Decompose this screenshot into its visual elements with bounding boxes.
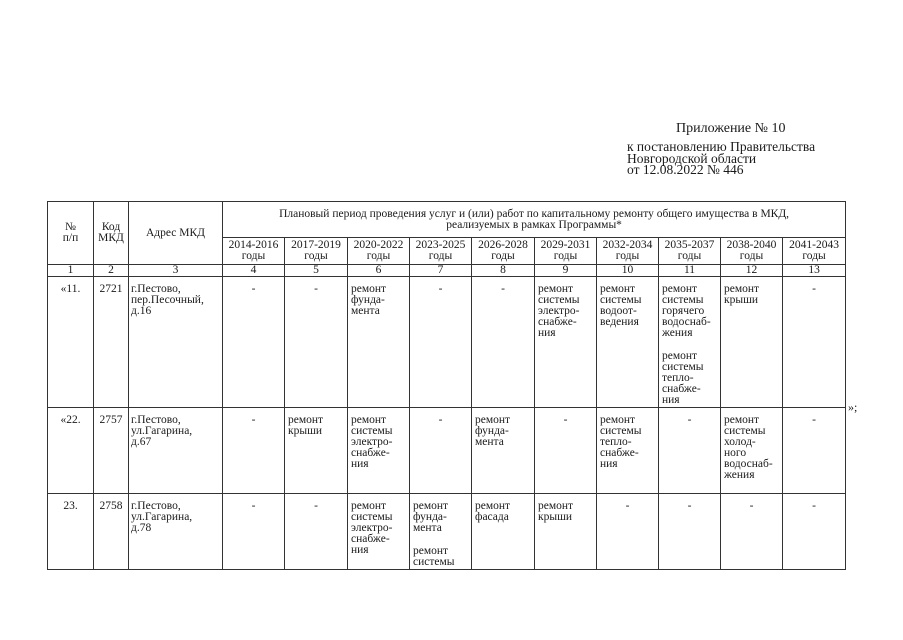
no-work-dash: - <box>501 283 505 295</box>
repair-work-text: ремонт крыши <box>288 414 324 437</box>
repair-work-cell <box>597 494 659 570</box>
repair-work-cell <box>223 408 285 494</box>
no-work-dash: - <box>812 283 816 295</box>
repair-work-text: ремонт системы тепло- снабже- ния <box>600 414 642 470</box>
building-code: 2721 <box>94 277 129 408</box>
column-index: 6 <box>348 265 410 277</box>
column-index: 4 <box>223 265 285 277</box>
appendix-title: Приложение № 10 <box>676 121 786 136</box>
column-index: 7 <box>410 265 472 277</box>
building-address: г.Пестово, ул.Гагарина, д.67 <box>129 408 223 494</box>
repair-work-text: ремонт крыши <box>724 283 760 306</box>
repair-work-text: ремонт системы горячего водоснаб- жения <box>662 283 711 339</box>
building-address: г.Пестово, ул.Гагарина, д.78 <box>129 494 223 570</box>
period-header: 2023-2025 годы <box>410 238 472 265</box>
no-work-dash: - <box>563 414 568 426</box>
no-work-dash: - <box>812 414 816 426</box>
column-index: 12 <box>721 265 783 277</box>
period-header: 2020-2022 годы <box>348 238 410 265</box>
row-number: «22. <box>48 408 94 494</box>
repair-work-cell <box>597 277 659 408</box>
repair-work-cell <box>285 277 348 408</box>
no-work-dash: - <box>314 283 318 295</box>
repair-work-text: ремонт фунда- мента <box>475 414 511 448</box>
repair-work-text: ремонт системы электро- снабже- ния <box>538 283 580 339</box>
header-period: Плановый период проведения услуг и (или) работ по капитальному ремонту общего имущества в МКД, реализуемых в рамках Программы* <box>223 202 846 238</box>
column-index: 1 <box>48 265 94 277</box>
column-index: 10 <box>597 265 659 277</box>
repair-work-cell <box>348 277 410 408</box>
repair-work-cell <box>783 494 846 570</box>
no-work-dash: - <box>251 500 256 512</box>
column-index: 3 <box>129 265 223 277</box>
building-code: 2758 <box>94 494 129 570</box>
repair-work-cell <box>783 408 846 494</box>
repair-work-cell <box>659 277 721 408</box>
repair-work-cell <box>348 494 410 570</box>
repair-work-text: ремонт крыши <box>538 500 574 523</box>
header-num: № п/п <box>48 202 94 265</box>
repair-work-cell <box>410 408 472 494</box>
column-index: 11 <box>659 265 721 277</box>
repair-work-cell <box>285 408 348 494</box>
row-number: «11. <box>48 277 94 408</box>
building-code: 2757 <box>94 408 129 494</box>
repair-work-cell <box>348 408 410 494</box>
column-index: 9 <box>535 265 597 277</box>
repair-work-text: ремонт фасада <box>475 500 511 523</box>
building-address: г.Пестово, пер.Песочный, д.16 <box>129 277 223 408</box>
repair-work-text: ремонт системы <box>413 545 455 568</box>
table-row <box>48 277 846 408</box>
repair-work-cell <box>472 277 535 408</box>
decree-line: от 12.08.2022 № 446 <box>627 162 744 177</box>
period-header: 2041-2043 годы <box>783 238 846 265</box>
repair-work-text: ремонт системы электро- снабже- ния <box>351 414 393 470</box>
no-work-dash: - <box>687 414 692 426</box>
repair-work-cell <box>285 494 348 570</box>
period-header: 2017-2019 годы <box>285 238 348 265</box>
period-header: 2035-2037 годы <box>659 238 721 265</box>
no-work-dash: - <box>251 283 256 295</box>
no-work-dash: - <box>749 500 754 512</box>
header-code: Код МКД <box>94 202 129 265</box>
period-header: 2014-2016 годы <box>223 238 285 265</box>
repair-work-cell <box>223 494 285 570</box>
repair-work-text: ремонт системы водоот- ведения <box>600 283 642 328</box>
repair-work-cell <box>659 494 721 570</box>
period-header: 2032-2034 годы <box>597 238 659 265</box>
repair-work-text: ремонт системы тепло- снабже- ния <box>662 350 704 406</box>
repair-work-cell <box>783 277 846 408</box>
decree-line: к постановлению Правительства <box>627 139 816 154</box>
table-row <box>48 494 846 570</box>
period-header: 2038-2040 годы <box>721 238 783 265</box>
repair-work-text: ремонт системы электро- снабже- ния <box>351 500 393 556</box>
no-work-dash: - <box>438 283 443 295</box>
decree-reference <box>627 141 815 176</box>
no-work-dash: - <box>314 500 318 512</box>
row-end-mark: »; <box>848 400 858 414</box>
column-index: 5 <box>285 265 348 277</box>
repair-work-cell <box>659 408 721 494</box>
table-row <box>48 408 846 494</box>
repair-work-cell <box>535 494 597 570</box>
repair-work-cell <box>721 408 783 494</box>
repair-work-cell <box>721 494 783 570</box>
repair-work-cell <box>410 494 472 570</box>
repair-work-cell <box>597 408 659 494</box>
no-work-dash: - <box>438 414 443 426</box>
period-header: 2029-2031 годы <box>535 238 597 265</box>
repair-work-cell <box>223 277 285 408</box>
repair-work-text: ремонт фунда- мента <box>351 283 387 317</box>
column-index: 2 <box>94 265 129 277</box>
period-header: 2026-2028 годы <box>472 238 535 265</box>
decree-line: Новгородской области <box>627 150 757 166</box>
column-index: 13 <box>783 265 846 277</box>
repair-schedule-table <box>47 201 846 570</box>
repair-work-cell <box>535 408 597 494</box>
no-work-dash: - <box>812 500 816 512</box>
header-address: Адрес МКД <box>129 202 223 265</box>
repair-work-cell <box>535 277 597 408</box>
no-work-dash: - <box>625 500 630 512</box>
repair-work-cell <box>410 277 472 408</box>
repair-work-cell <box>472 408 535 494</box>
column-index: 8 <box>472 265 535 277</box>
repair-work-text: ремонт системы холод- ного водоснаб- жения <box>724 414 773 481</box>
repair-work-cell <box>721 277 783 408</box>
repair-work-text: ремонт фунда- мента <box>413 500 449 534</box>
repair-work-cell <box>472 494 535 570</box>
no-work-dash: - <box>687 500 692 512</box>
column-index-row <box>48 265 846 277</box>
row-number: 23. <box>48 494 94 570</box>
no-work-dash: - <box>251 414 256 426</box>
